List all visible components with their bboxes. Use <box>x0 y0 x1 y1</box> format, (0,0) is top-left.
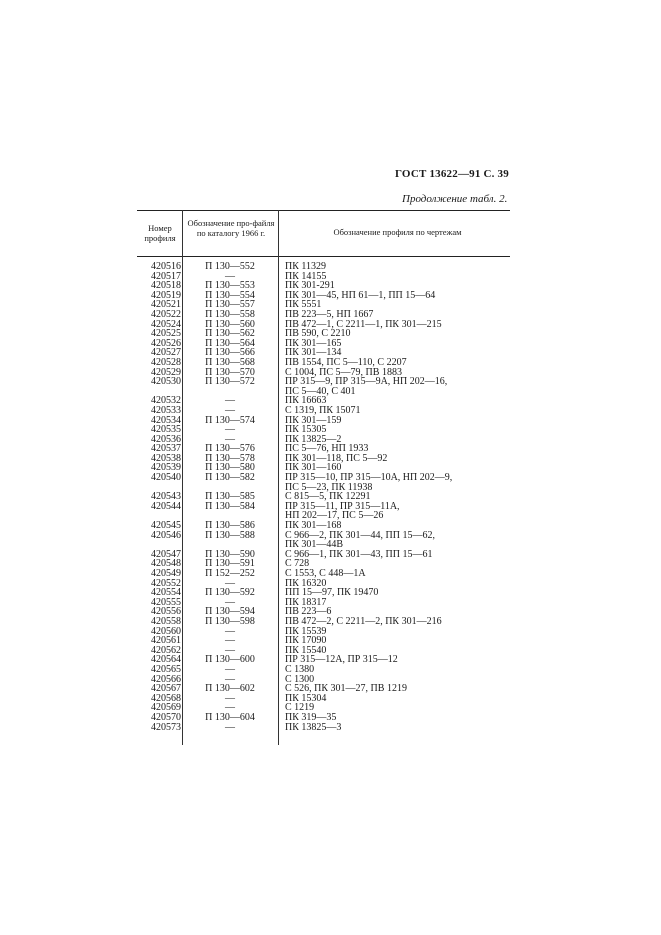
table-header-rule <box>137 256 510 257</box>
drawing-designation-line: ПВ 472—1, С 2211—1, ПК 301—215 <box>285 318 442 330</box>
drawing-designation-line: ПВ 1554, ПС 5—110, С 2207 <box>285 356 407 368</box>
catalog-designation: П 130—588 <box>205 529 255 541</box>
table-row <box>137 627 517 637</box>
profile-number: 420565 <box>151 663 181 675</box>
catalog-designation: — <box>225 625 235 637</box>
table-row <box>137 416 517 426</box>
drawing-designation <box>285 655 517 665</box>
table-row <box>137 531 517 550</box>
catalog-designation: П 130—558 <box>205 308 255 320</box>
drawing-designation-line: ПК 301—45, НП 61—1, ПП 15—64 <box>285 289 436 301</box>
profile-number: 420517 <box>151 270 181 282</box>
drawing-designation-line: ПС 5—40, С 401 <box>285 385 356 397</box>
profile-number: 420547 <box>151 548 181 560</box>
profile-number: 420564 <box>151 654 181 666</box>
profile-number: 420544 <box>151 500 181 512</box>
drawing-designation-line: ПП 15—97, ПК 19470 <box>285 587 379 599</box>
profile-number: 420518 <box>151 280 181 292</box>
drawing-designation-line: ПК 13825—3 <box>285 721 342 733</box>
drawing-designation-line: ПК 17090 <box>285 635 327 647</box>
drawing-designation-line: ПВ 223—6 <box>285 606 332 618</box>
profile-number: 420538 <box>151 452 181 464</box>
catalog-designation: — <box>225 596 235 608</box>
drawing-designation-line: ПК 301—160 <box>285 462 342 474</box>
catalog-designation: — <box>225 424 235 436</box>
profile-number: 420519 <box>151 289 181 301</box>
catalog-designation: П 130—598 <box>205 615 255 627</box>
catalog-designation: П 130—592 <box>205 587 255 599</box>
drawing-designation-line: ПК 15305 <box>285 424 327 436</box>
drawing-designation-line: ПР 315—11, ПР 315—11А, <box>285 500 400 512</box>
drawing-designation <box>285 694 517 704</box>
profile-number: 420536 <box>151 433 181 445</box>
drawing-designation-line: ПР 315—9, ПР 315—9А, НП 202—16, <box>285 376 448 388</box>
catalog-designation: П 130—554 <box>205 289 255 301</box>
drawing-designation-line: ПР 315—12А, ПР 315—12 <box>285 654 398 666</box>
profile-number: 420528 <box>151 356 181 368</box>
catalog-designation: П 130—578 <box>205 452 255 464</box>
drawing-designation-line: С 526, ПК 301—27, ПВ 1219 <box>285 683 407 695</box>
catalog-designation: — <box>225 404 235 416</box>
drawing-designation <box>285 531 517 550</box>
table-row <box>137 684 517 694</box>
catalog-designation: П 130—585 <box>205 491 255 503</box>
drawing-designation-line: ПК 301—118, ПС 5—92 <box>285 452 388 464</box>
catalog-designation: — <box>225 433 235 445</box>
profile-number: 420554 <box>151 587 181 599</box>
table-continuation-label: Продолжение табл. 2. <box>402 193 508 205</box>
drawing-designation <box>285 723 517 733</box>
drawing-designation <box>285 377 517 396</box>
profile-number: 420569 <box>151 702 181 714</box>
table-row <box>137 588 517 598</box>
profile-number: 420532 <box>151 395 181 407</box>
drawing-designation-line: С 1219 <box>285 702 315 714</box>
catalog-designation: П 130—553 <box>205 280 255 292</box>
catalog-designation: П 130—602 <box>205 683 255 695</box>
drawing-designation-line: ПК 5551 <box>285 299 322 311</box>
drawing-designation-line: ПК 16320 <box>285 577 327 589</box>
profile-number: 420526 <box>151 337 181 349</box>
catalog-designation: П 130—570 <box>205 366 255 378</box>
catalog-designation: П 152—252 <box>205 568 255 579</box>
table-row <box>137 569 517 579</box>
catalog-designation: — <box>225 644 235 656</box>
drawing-designation <box>285 550 517 560</box>
table-row <box>137 291 517 301</box>
catalog-designation: П 130—600 <box>205 654 255 666</box>
drawing-designation-line: ПС 5—76, НП 1933 <box>285 443 369 455</box>
catalog-designation: П 130—562 <box>205 328 255 340</box>
catalog-designation: П 130—572 <box>205 376 255 388</box>
catalog-designation: — <box>225 395 235 407</box>
table-row <box>137 377 517 396</box>
drawing-designation-line: ПК 14155 <box>285 270 327 282</box>
profile-number: 420533 <box>151 404 181 416</box>
table-row <box>137 665 517 675</box>
catalog-designation: П 130—586 <box>205 520 255 532</box>
drawing-designation-line: С 1380 <box>285 663 315 675</box>
table-top-rule <box>137 210 510 211</box>
catalog-designation: — <box>225 673 235 685</box>
drawing-designation-line: ПВ 590, С 2210 <box>285 328 351 340</box>
catalog-designation: П 130—604 <box>205 711 255 723</box>
catalog-designation: П 130—566 <box>205 347 255 359</box>
table-row <box>137 723 517 733</box>
profile-number: 420537 <box>151 443 181 455</box>
drawing-designation-line: С 1300 <box>285 673 315 685</box>
profile-number: 420525 <box>151 328 181 340</box>
drawing-designation-line: С 1319, ПК 15071 <box>285 404 361 416</box>
catalog-designation: П 130—564 <box>205 337 255 349</box>
table-row <box>137 655 517 665</box>
drawing-designation-line: С 728 <box>285 558 310 570</box>
drawing-designation-line: ПК 301—165 <box>285 337 342 349</box>
drawing-designation-line: С 1553, С 448—1А <box>285 568 366 579</box>
drawing-designation-line: ПК 11329 <box>285 261 327 272</box>
profile-number: 420556 <box>151 606 181 618</box>
catalog-designation: — <box>225 577 235 589</box>
drawing-designation-line: ПК 301-291 <box>285 280 335 292</box>
profile-number: 420516 <box>151 261 181 272</box>
drawing-designation-line: ПК 301—168 <box>285 520 342 532</box>
catalog-designation: — <box>225 270 235 282</box>
drawing-designation-line: ПВ 223—5, НП 1667 <box>285 308 374 320</box>
catalog-designation: П 130—576 <box>205 443 255 455</box>
profile-number: 420539 <box>151 462 181 474</box>
drawing-designation-line: ПВ 472—2, С 2211—2, ПК 301—216 <box>285 615 442 627</box>
profile-number: 420545 <box>151 520 181 532</box>
table-body <box>137 262 517 732</box>
profile-number: 420567 <box>151 683 181 695</box>
drawing-designation-line: С 815—5, ПК 12291 <box>285 491 371 503</box>
drawing-designation-line: С 966—1, ПК 301—43, ПП 15—61 <box>285 548 433 560</box>
profile-number: 420529 <box>151 366 181 378</box>
catalog-designation: П 130—552 <box>205 261 255 272</box>
catalog-designation: П 130—568 <box>205 356 255 368</box>
profile-number: 420534 <box>151 414 181 426</box>
profile-number: 420552 <box>151 577 181 589</box>
catalog-designation: — <box>225 721 235 733</box>
catalog-designation: П 130—557 <box>205 299 255 311</box>
profile-number: 420562 <box>151 644 181 656</box>
drawing-designation-line: С 1004, ПС 5—79, ПВ 1883 <box>285 366 402 378</box>
column-header-drawing: Обозначение профиля по чертежам <box>333 227 462 237</box>
catalog-designation: — <box>225 635 235 647</box>
table-row <box>137 617 517 627</box>
catalog-designation: П 130—582 <box>205 472 255 484</box>
drawing-designation-line: ПК 15304 <box>285 692 327 704</box>
catalog-designation: П 130—574 <box>205 414 255 426</box>
profile-number: 420560 <box>151 625 181 637</box>
catalog-designation: П 130—584 <box>205 500 255 512</box>
table-row <box>137 473 517 492</box>
drawing-designation-line: ПР 315—10, ПР 315—10А, НП 202—9, <box>285 472 453 484</box>
profile-number: 420555 <box>151 596 181 608</box>
catalog-designation: — <box>225 692 235 704</box>
profile-number: 420549 <box>151 568 181 579</box>
profile-number: 420573 <box>151 721 181 733</box>
table-row <box>137 636 517 646</box>
profile-number: 420548 <box>151 558 181 570</box>
profile-number: 420530 <box>151 376 181 388</box>
profile-number: 420546 <box>151 529 181 541</box>
catalog-designation: П 130—591 <box>205 558 255 570</box>
profile-number: 420543 <box>151 491 181 503</box>
drawing-designation <box>285 502 517 521</box>
drawing-designation-line: ПК 15539 <box>285 625 327 637</box>
drawing-designation-line: ПК 13825—2 <box>285 433 342 445</box>
table-row <box>137 694 517 704</box>
drawing-designation-line: С 966—2, ПК 301—44, ПП 15—62, <box>285 529 436 541</box>
drawing-designation-line: ПК 15540 <box>285 644 327 656</box>
drawing-designation-line: ПК 16663 <box>285 395 327 407</box>
profile-number: 420566 <box>151 673 181 685</box>
catalog-designation: П 130—580 <box>205 462 255 474</box>
catalog-designation: П 130—594 <box>205 606 255 618</box>
page-header: ГОСТ 13622—91 С. 39 <box>395 168 509 180</box>
profile-number: 420527 <box>151 347 181 359</box>
drawing-designation-line: ПК 301—159 <box>285 414 342 426</box>
drawing-designation-line: НП 202—17, ПС 5—26 <box>285 510 384 522</box>
table-row <box>137 262 517 272</box>
profile-number: 420568 <box>151 692 181 704</box>
profile-number: 420558 <box>151 615 181 627</box>
drawing-designation-line: ПК 319—35 <box>285 711 337 723</box>
column-header-catalog: Обозначение про-файля по каталогу 1966 г. <box>187 218 275 238</box>
catalog-designation: П 130—560 <box>205 318 255 330</box>
catalog-designation: — <box>225 702 235 714</box>
drawing-designation <box>285 665 517 675</box>
catalog-designation: П 130—590 <box>205 548 255 560</box>
drawing-designation-line: ПК 301—134 <box>285 347 342 359</box>
profile-number: 420540 <box>151 472 181 484</box>
table-row <box>137 550 517 560</box>
drawing-designation-line: ПК 301—44В <box>285 539 344 551</box>
profile-number: 420570 <box>151 711 181 723</box>
profile-number: 420522 <box>151 308 181 320</box>
profile-number: 420521 <box>151 299 181 311</box>
drawing-designation <box>285 473 517 492</box>
profile-number: 420561 <box>151 635 181 647</box>
drawing-designation-line: ПК 18317 <box>285 596 327 608</box>
drawing-designation-line: ПС 5—23, ПК 11938 <box>285 481 373 493</box>
profile-number: 420535 <box>151 424 181 436</box>
catalog-designation: — <box>225 663 235 675</box>
profile-number: 420524 <box>151 318 181 330</box>
column-header-number: Номер профиля <box>144 223 176 243</box>
table-row <box>137 502 517 521</box>
